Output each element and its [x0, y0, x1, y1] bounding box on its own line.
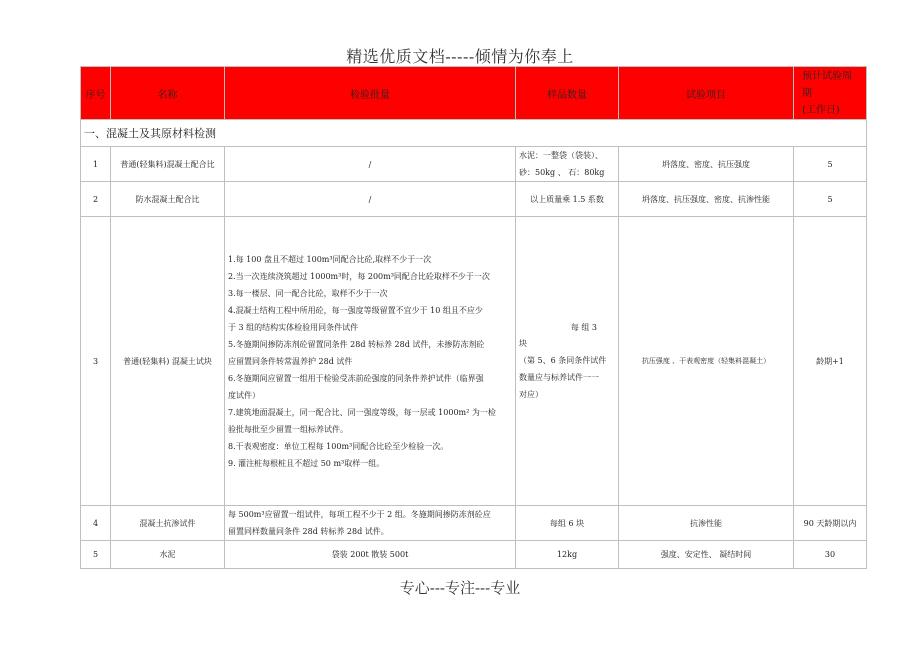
page-header-title: 精选优质文档-----倾情为你奉上: [346, 47, 574, 66]
row-cycle: 5: [794, 147, 867, 182]
col-header-items: 试验项目: [619, 67, 794, 120]
row-batch: [225, 506, 516, 541]
table-header-row: [81, 67, 867, 120]
batch-line: 9. 灌注桩每根桩且不超过 50 m³取样一组。: [228, 458, 385, 468]
row-name: 普通(轻集料)混凝土配合比: [111, 147, 225, 182]
batch-line: 5.冬施期间掺防冻剂砼留置同条件 28d 转标养 28d 试件，未掺防冻剂砼: [228, 339, 485, 349]
row-name: 混凝土抗渗试件: [111, 506, 225, 541]
col-header-no: 序号: [81, 67, 111, 120]
row-no: 4: [81, 506, 111, 541]
test-spec-table: [80, 66, 867, 569]
sample-line5: 对应）: [519, 389, 543, 399]
batch-line: 8.干表观密度：单位工程每 100m³同配合比砼至少检验一次。: [228, 441, 449, 451]
cycle-header-line2: 期: [802, 87, 812, 99]
col-header-cycle: [794, 67, 867, 120]
batch-line: 验批每批至少留置一组标养试件。: [228, 424, 348, 434]
row-no: 5: [81, 541, 111, 569]
batch-line: 应留置同条件转常温养护 28d 试件: [228, 356, 353, 366]
row-no: 1: [81, 147, 111, 182]
col-header-sample: 样品数量: [516, 67, 619, 120]
batch-line1: 每 500m³应留置一组试件，每项工程不少于 2 组。冬施期间掺防冻剂砼应: [228, 510, 491, 519]
row-no: 3: [81, 217, 111, 506]
batch-line: 1.每 100 盘且不超过 100m³同配合比砼,取样不少于一次: [228, 254, 432, 264]
table-row: [81, 541, 867, 569]
row-cycle: 30: [794, 541, 867, 569]
row-sample: [516, 217, 619, 506]
row-sample: 以上质量乘 1.5 系数: [516, 182, 619, 217]
row-items: 强度、安定性、 凝结时间: [619, 541, 794, 569]
row-cycle: 90 天龄期以内: [794, 506, 867, 541]
row-name: 普通(轻集料) 混凝土试块: [111, 217, 225, 506]
batch-line: 4.混凝土结构工程中所用砼，每一强度等级留置不宜少于 10 组且不应少: [228, 305, 483, 315]
batch-line2: 留置同样数量同条件 28d 转标养 28d 试件。: [228, 527, 389, 536]
row-items: 坍落度、密度、抗压强度: [619, 147, 794, 182]
sample-line1: 每 组 3: [570, 322, 597, 332]
row-batch: 袋装 200t 散装 500t: [225, 541, 516, 569]
section-row: [81, 120, 867, 147]
cycle-header-line3: (工作日): [802, 104, 840, 116]
col-header-name: 名称: [111, 67, 225, 120]
row-sample: 12kg: [516, 541, 619, 569]
sample-line4: 数量应与标养试件一一: [519, 372, 599, 382]
row-name: 水泥: [111, 541, 225, 569]
table-row: [81, 506, 867, 541]
sample-line2: 砂：50kg 、 石：80kg: [519, 168, 605, 177]
row-items: 抗压强度 、干表观密度（轻集料混凝土）: [619, 217, 794, 506]
row-cycle: 龄期+1: [794, 217, 867, 506]
sample-line3: （第 5、6 条同条件试件: [519, 355, 607, 365]
section-title: 一、混凝土及其原材料检测: [81, 120, 867, 147]
batch-line: 2.当一次连续浇筑超过 1000m³时，每 200m³同配合比砼取样不少于一次: [228, 271, 490, 281]
page-footer-text: 专心---专注---专业: [399, 579, 521, 597]
batch-line: 度试件）: [228, 390, 260, 400]
col-header-batch: 检验批量: [225, 67, 516, 120]
row-batch: /: [225, 182, 516, 217]
batch-line: 7.建筑地面混凝土，同一配合比、同一强度等级，每一层或 1000m² 为一检: [228, 407, 496, 417]
batch-line: 6.冬施期间应留置一组用于检验受冻前砼强度的同条件养护试件（临界强: [228, 373, 484, 383]
sample-line2: 块: [519, 338, 527, 348]
row-batch-list: [225, 217, 516, 506]
batch-line: 于 3 组的结构实体检验用同条件试件: [228, 322, 359, 332]
row-items: 抗渗性能: [619, 506, 794, 541]
sample-line1: 水泥：一整袋（袋装）、: [519, 151, 603, 160]
row-sample: 每组 6 块: [516, 506, 619, 541]
row-items: 坍落度、抗压强度、密度、抗渗性能: [619, 182, 794, 217]
table-row: [81, 147, 867, 182]
row-sample: [516, 147, 619, 182]
row-name: 防水混凝土配合比: [111, 182, 225, 217]
row-no: 2: [81, 182, 111, 217]
row-batch: /: [225, 147, 516, 182]
batch-line: 3.每一楼层、同一配合比砼，取样不少于一次: [228, 288, 388, 298]
cycle-header-line1: 预计试验周: [802, 70, 852, 82]
row-cycle: 5: [794, 182, 867, 217]
table-row: [81, 217, 867, 506]
table-row: [81, 182, 867, 217]
